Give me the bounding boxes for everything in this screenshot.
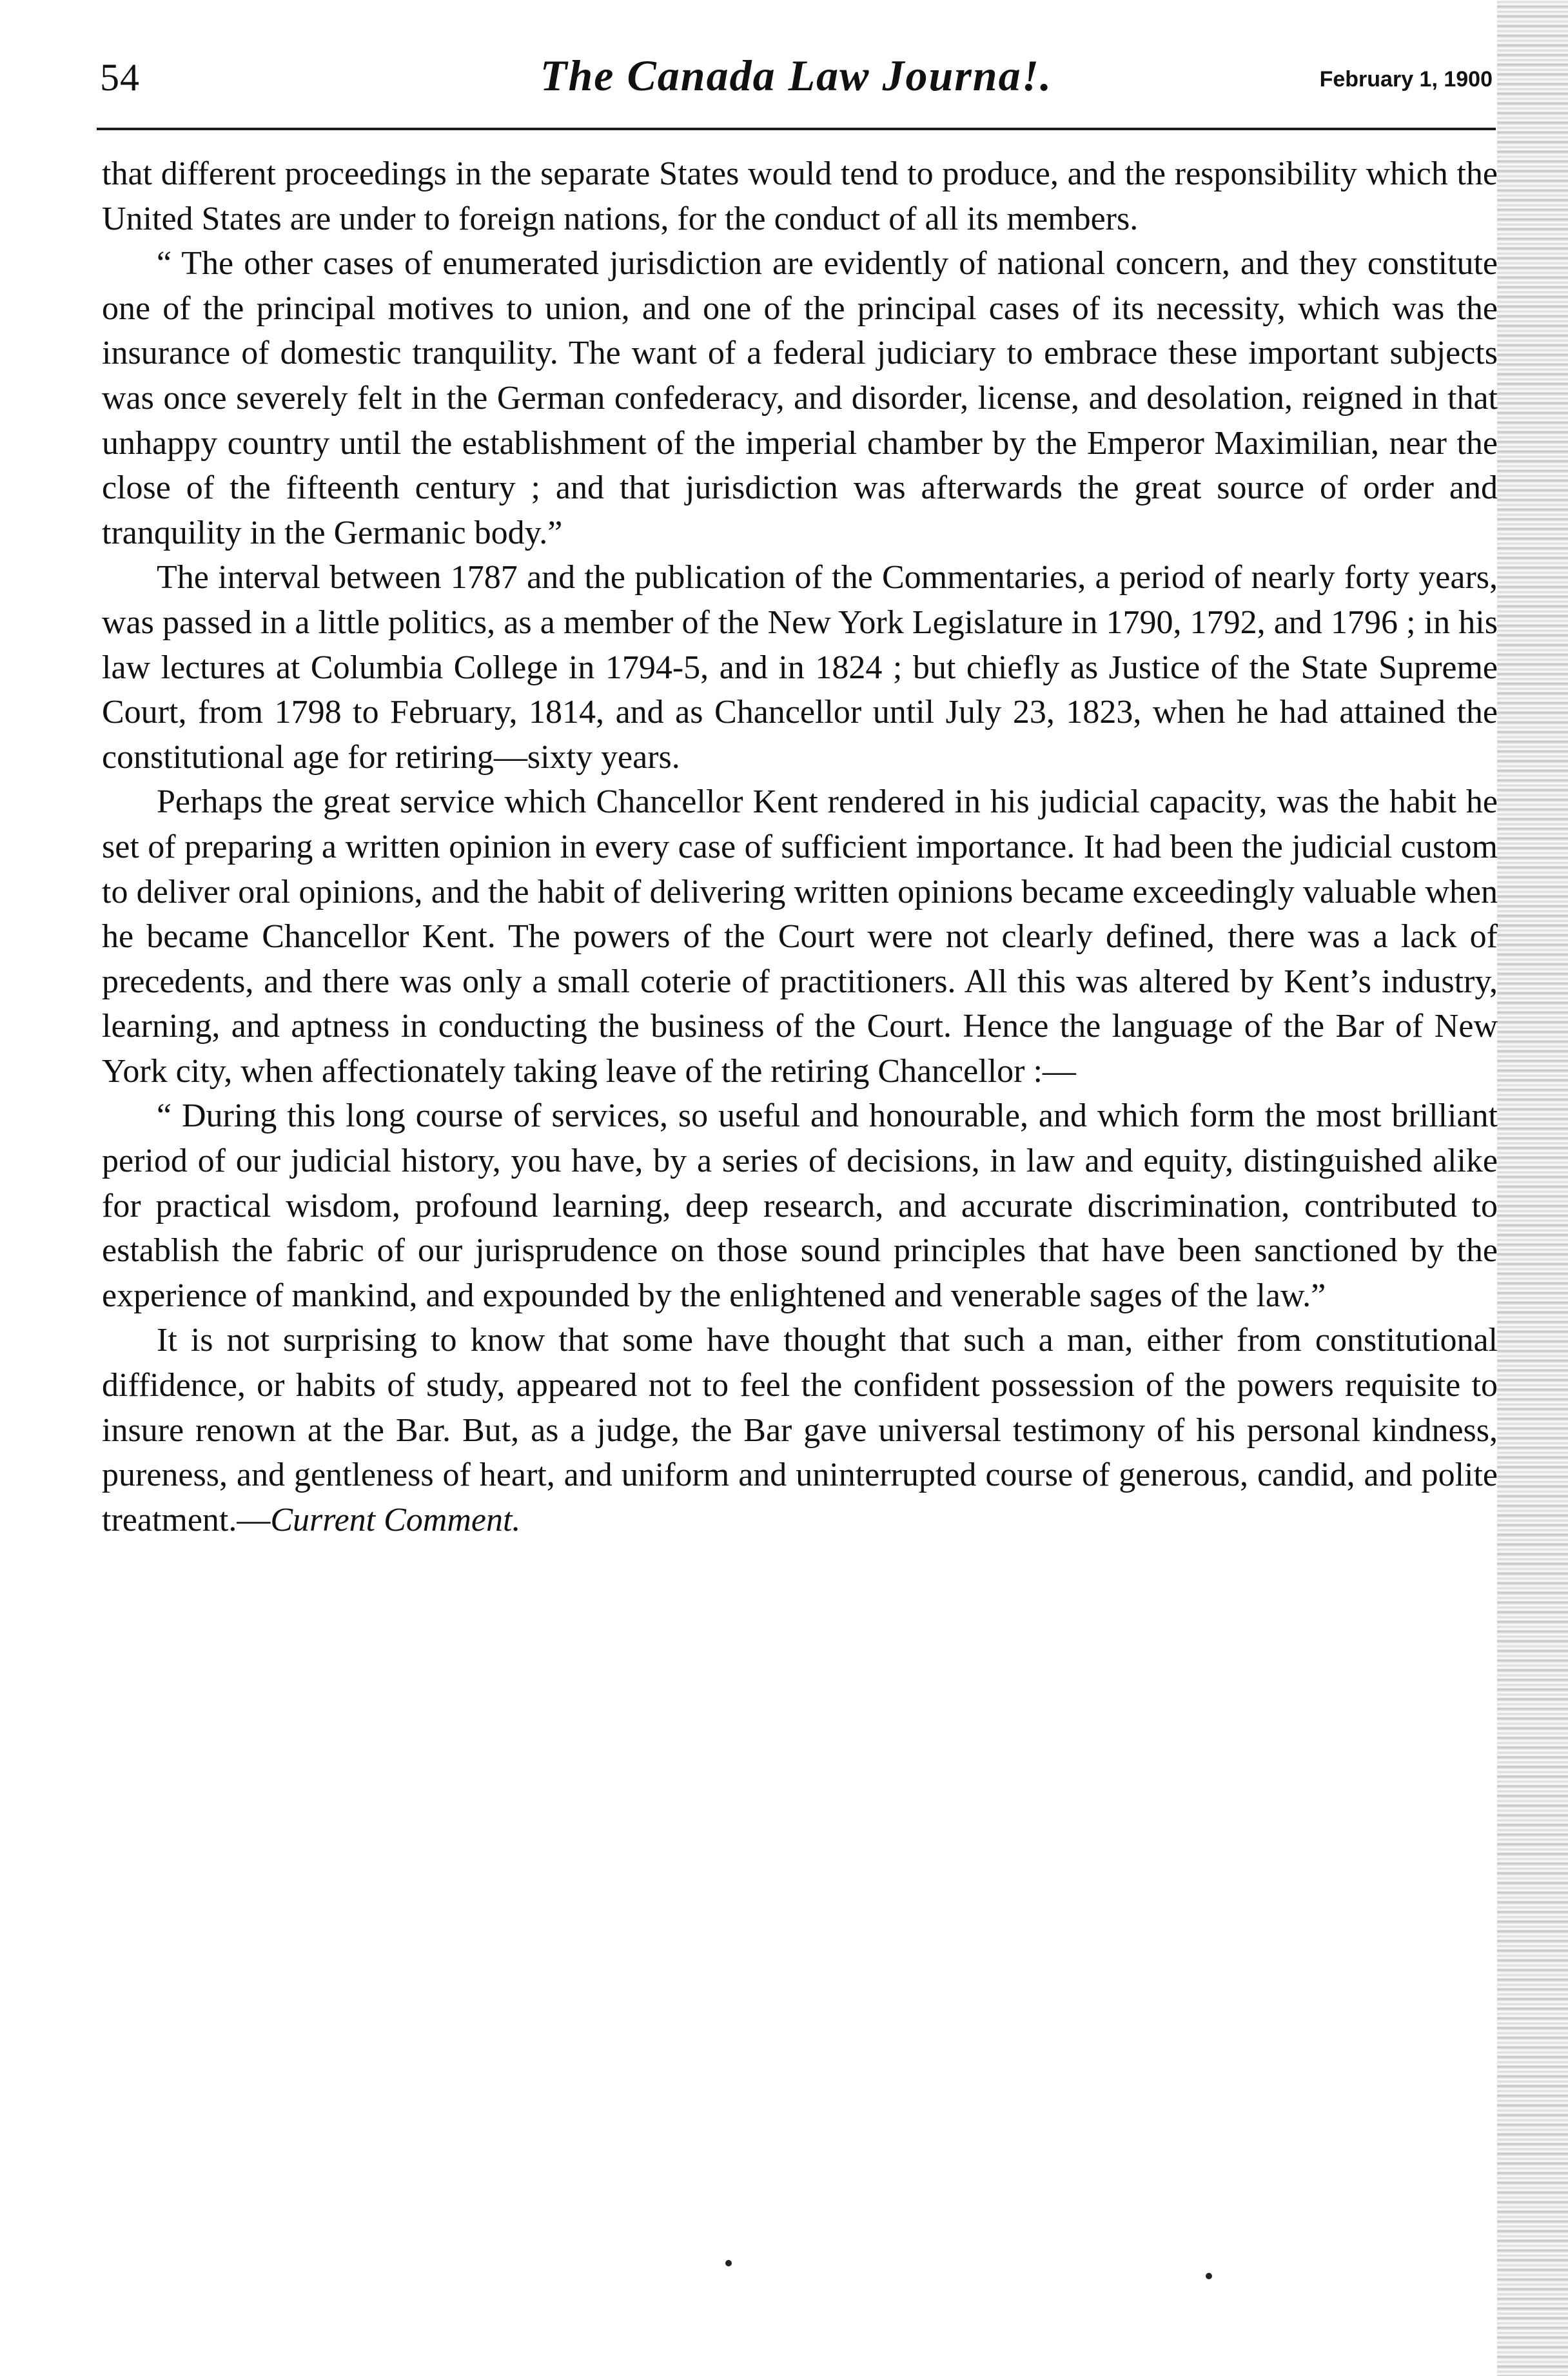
journal-title: The Canada Law Journa!. — [540, 51, 1053, 100]
scan-speck — [1206, 2273, 1212, 2279]
paragraph-continuation: that different proceedings in the separate States would tend to produce, and the responsibility which the United States are under to foreign nations, for the conduct of all its members. — [102, 155, 1498, 237]
paragraph-bar-address-quotation: “ During this long course of services, so useful and honourable, and which form the most brilliant period of our judicial history, you have, by a series of decisions, in law and equity, distinguished alike for practical wisdom, profound learning, deep research, and accurate discrimination, contributed to establish the fabric of our jurisprudence on those sound principles that have been sanctioned by the experience of mankind, and expounded by the enlightened and venerable sages of the law.” — [102, 1097, 1498, 1314]
paragraph-conclusion — [102, 1318, 1498, 1542]
paragraph-career-interval: The interval between 1787 and the publication of the Commentaries, a period of nearly forty years, was passed in a little politics, as a member of the New York Legislature in 1790, 1792, and 1796 ; in his law lectures at Columbia College in 1794-5, and in 1824 ; but chiefly as Justice of the State Supreme Court, from 1798 to February, 1814, and as Chancellor until July 23, 1823, when he had attained the constitutional age for retiring—sixty years. — [102, 559, 1498, 776]
header-rule — [97, 128, 1496, 130]
source-citation: Current Comment. — [270, 1501, 521, 1538]
conclusion-text: It is not surprising to know that some have thought that such a man, either from constitutional diffidence, or habits of study, appeared not to feel the confident possession of the powers requisite to insure renown at the Bar. But, as a judge, the Bar gave universal testimony of his personal kindness, pureness, and gentleness of heart, and uniform and uninterrupted course of generous, candid, and polite treatment.— — [102, 1322, 1498, 1538]
scanned-page-edge — [1497, 0, 1568, 2376]
running-header — [100, 50, 1493, 108]
scan-speck — [725, 2260, 732, 2266]
page-number: 54 — [100, 56, 140, 99]
paragraph-quotation-jurisdiction: “ The other cases of enumerated jurisdiction are evidently of national concern, and they constitute one of the principal motives to union, and one of the principal cases of its necessity, which was the insurance of domestic tranquility. The want of a federal judiciary to embrace these important subjects was once severely felt in the German confederacy, and disorder, license, and desolation, reigned in that unhappy country until the establishment of the imperial chamber by the Emperor Maximilian, near the close of the fifteenth century ; and that jurisdiction was afterwards the great source of order and tranquility in the Germanic body.” — [102, 245, 1498, 551]
article-body — [102, 152, 1498, 1542]
paragraph-judicial-service: Perhaps the great service which Chancellor Kent rendered in his judicial capacity, was the habit he set of preparing a written opinion in every case of sufficient importance. It had been the judicial custom to deliver oral opinions, and the habit of delivering written opinions became exceedingly valuable when he became Chancellor Kent. The powers of the Court were not clearly defined, there was a lack of precedents, and there was only a small coterie of practitioners. All this was altered by Kent’s industry, learning, and aptness in conducting the business of the Court. Hence the language of the Bar of New York city, when affectionately taking leave of the retiring Chancellor :— — [102, 783, 1498, 1090]
issue-date: February 1, 1900 — [1319, 67, 1493, 92]
